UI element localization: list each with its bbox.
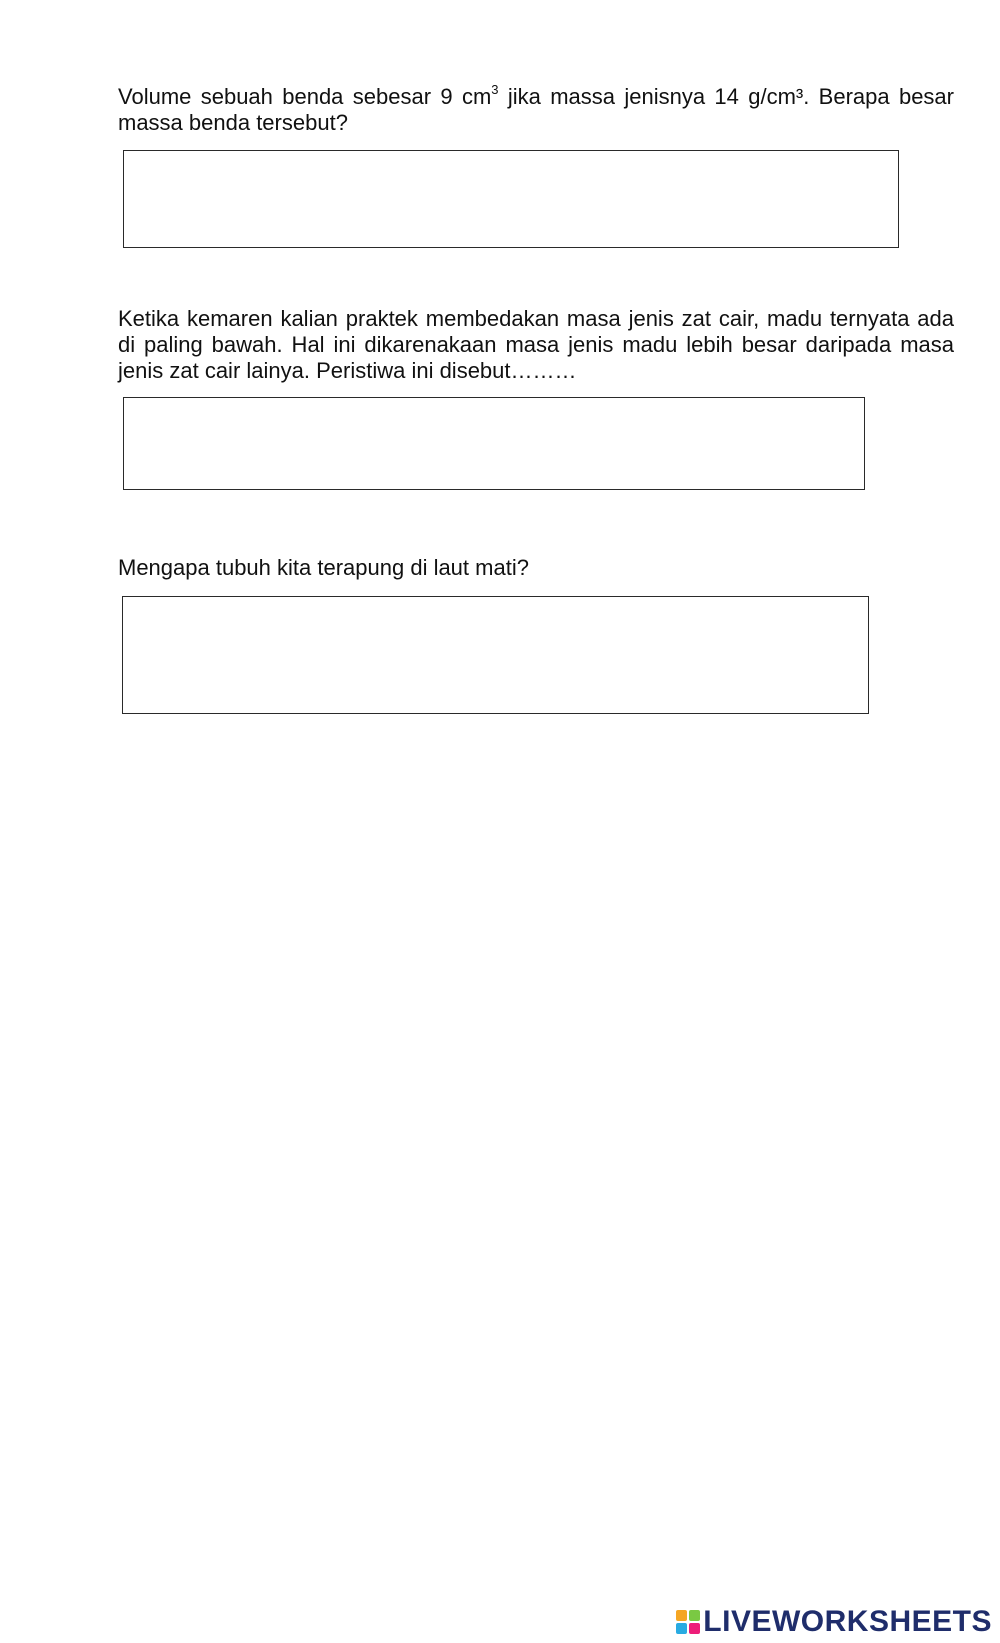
answer-input-3[interactable]	[123, 597, 868, 713]
liveworksheets-logo	[676, 1607, 992, 1637]
question-1-text-before: Volume sebuah benda sebesar 9 cm	[118, 84, 492, 109]
question-3-text: Mengapa tubuh kita terapung di laut mati?	[118, 555, 529, 580]
logo-mark-square	[676, 1610, 687, 1621]
answer-input-2[interactable]	[124, 398, 864, 489]
answer-box-3[interactable]	[122, 596, 869, 714]
liveworksheets-grid-icon	[676, 1610, 700, 1634]
logo-mark-square	[689, 1623, 700, 1634]
answer-box-2[interactable]	[123, 397, 865, 490]
answer-box-1[interactable]	[123, 150, 899, 248]
question-1-text-after: jika massa jenisnya 14 g/cm³. Berapa besar massa benda tersebut?	[118, 84, 954, 135]
logo-text: LIVEWORKSHEETS	[703, 1605, 992, 1638]
answer-input-1[interactable]	[124, 151, 898, 247]
question-1-superscript: 3	[491, 81, 499, 97]
question-2-text: Ketika kemaren kalian praktek membedakan masa jenis zat cair, madu ternyata ada di paling bawah. Hal ini dikarenakaan masa jenis madu lebih besar daripada masa jenis zat cair lainya. Peristiwa ini disebut………	[118, 306, 954, 383]
logo-mark-square	[689, 1610, 700, 1621]
logo-mark-square	[676, 1623, 687, 1634]
question-1-text	[118, 81, 954, 136]
